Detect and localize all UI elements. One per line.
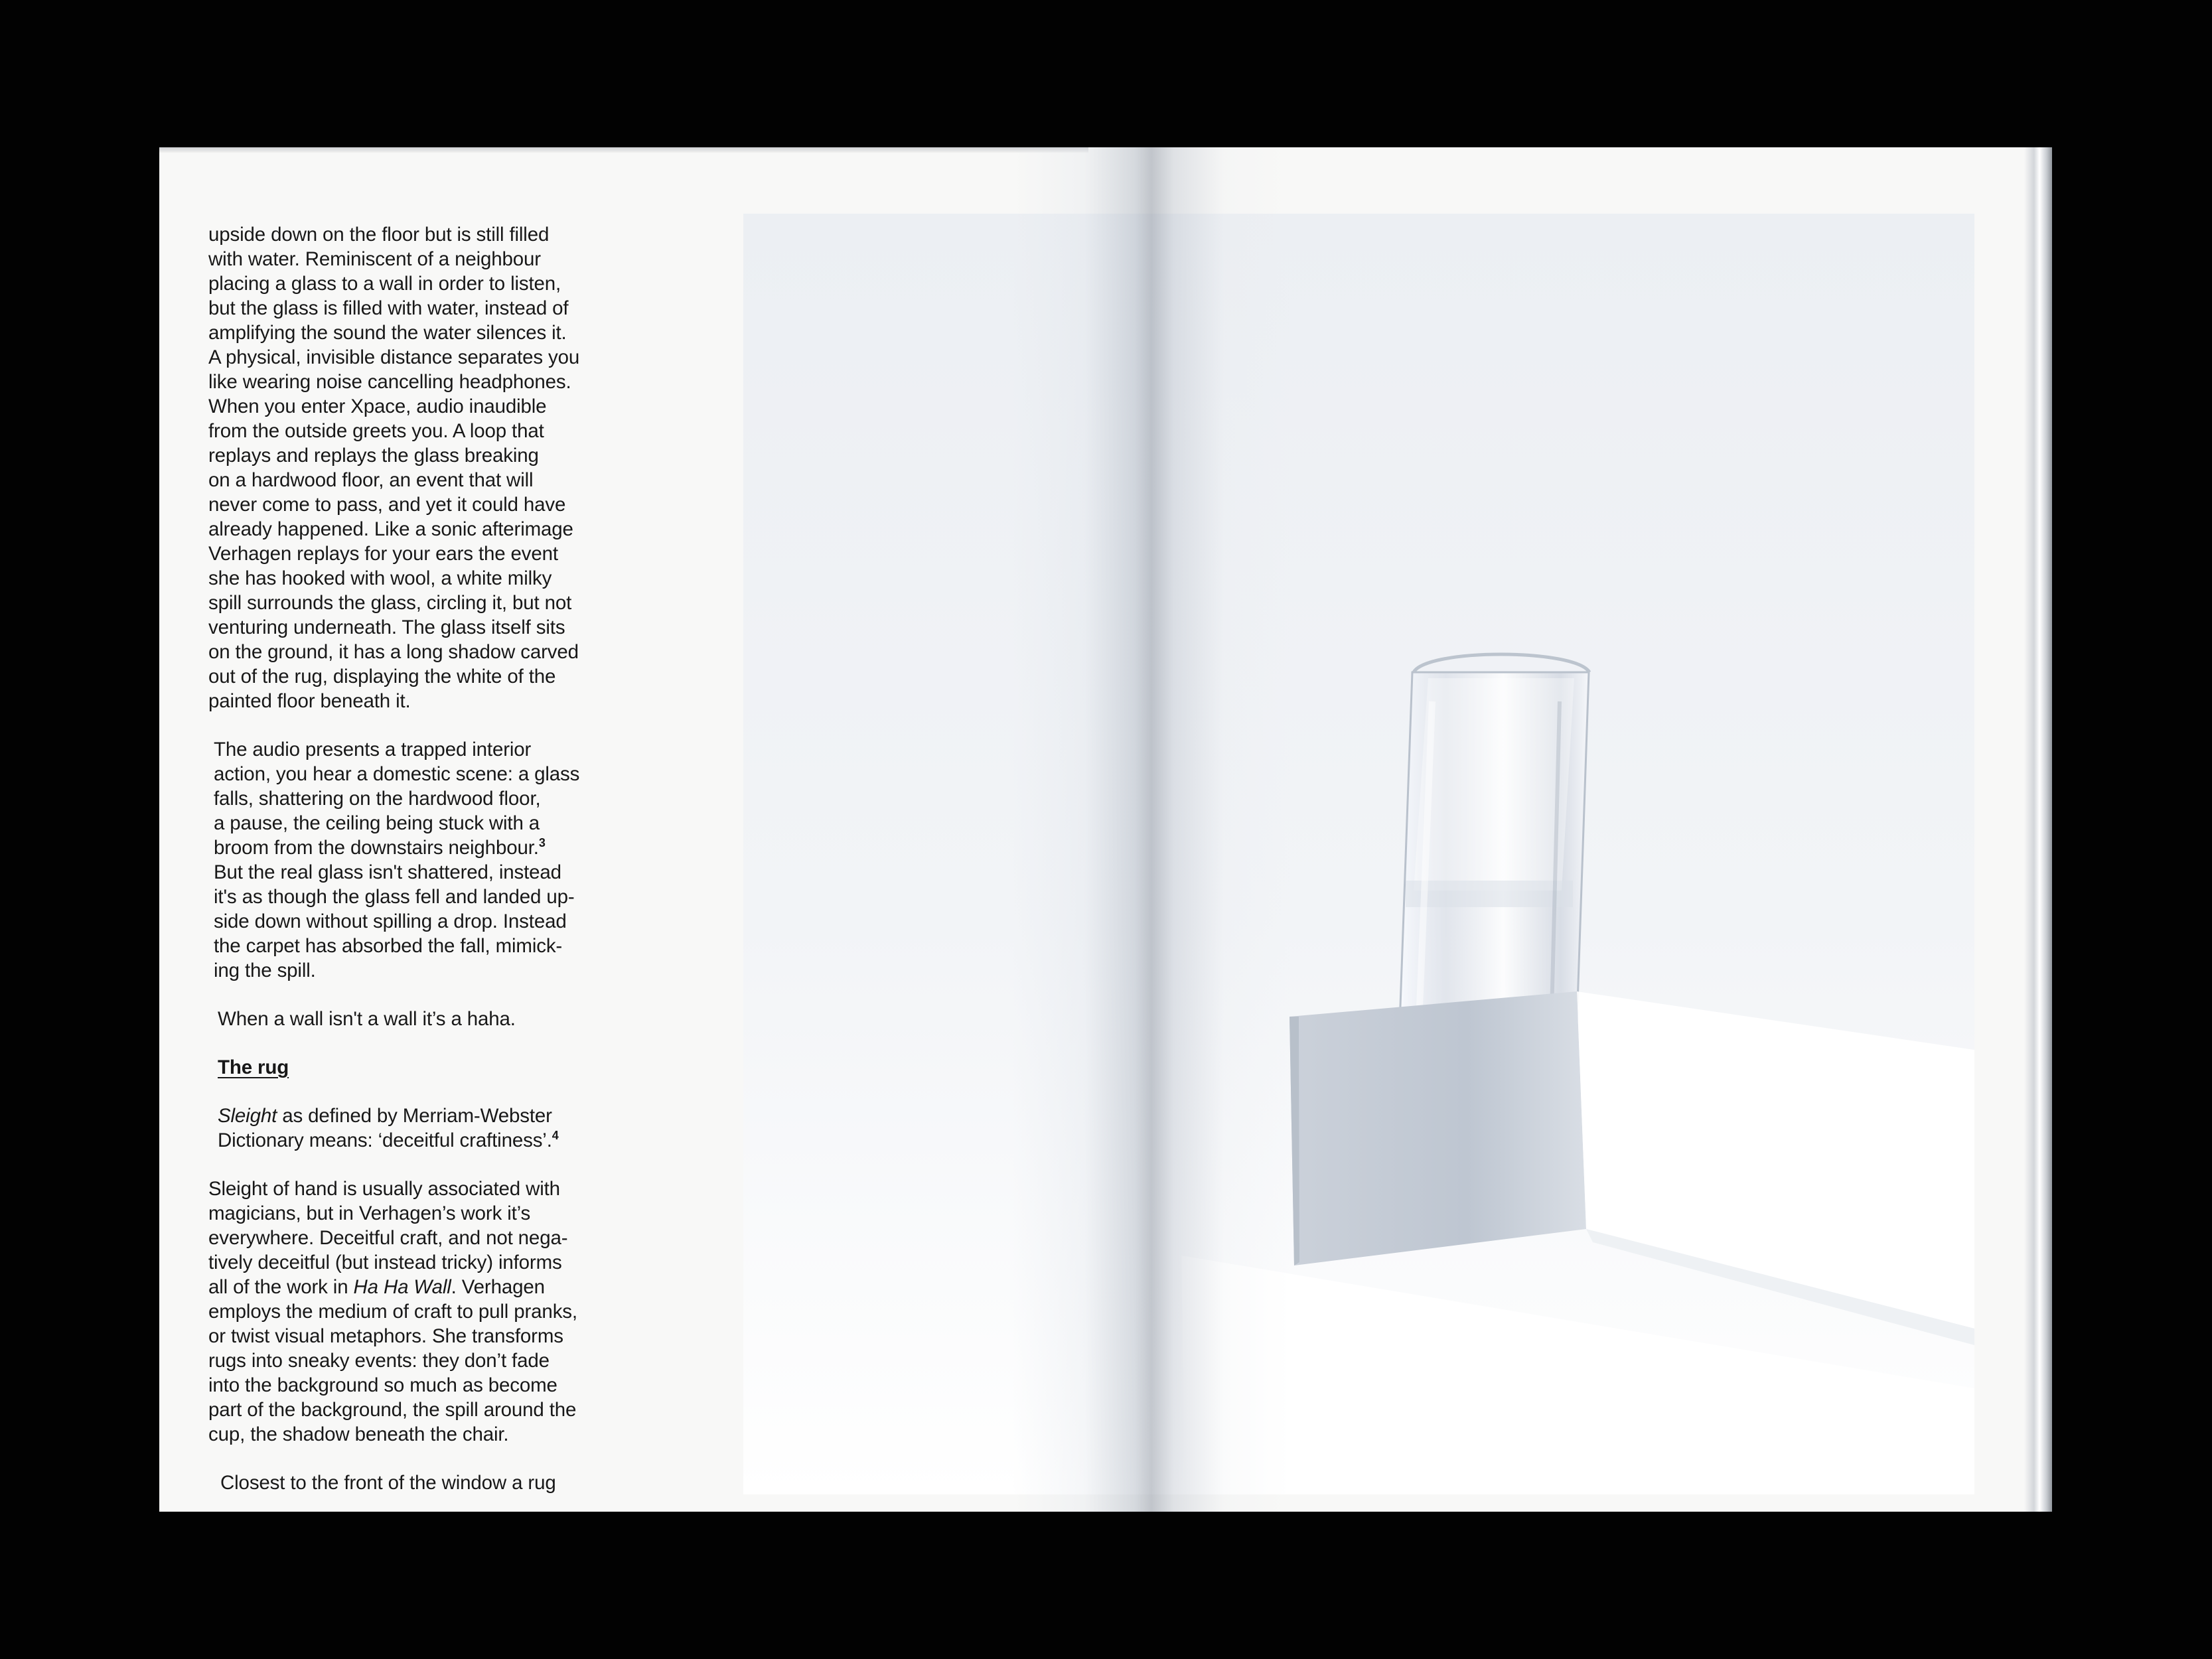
definition-text-line-1: as defined by Merriam-Webster (277, 1105, 552, 1127)
definition-text-line-2: Dictionary means: ‘deceitful craftiness’. (218, 1129, 552, 1151)
section-subheading: The rug (218, 1056, 289, 1078)
sleight-paragraph-part-1: Sleight of hand is usually associated with magicians, but in Verhagen’s work it’s everywhere. Deceitful craft, and not nega- tively deceitful (but instead tricky) informs all of the work in (208, 1178, 568, 1298)
right-page-edge (2024, 147, 2052, 1512)
body-paragraph-2-text: The audio presents a trapped interior action, you hear a domestic scene: a glass falls, shattering on the hardwood floor, a pause, the ceiling being stuck with a broom from the downstairs neighbour. (214, 739, 580, 859)
body-paragraph-2 (214, 737, 666, 983)
glass-on-shelf-photo (743, 214, 1974, 1494)
sleight-paragraph-part-2: . Verhagen employs the medium of craft to pull pranks, or twist visual metaphors. She transforms rugs into sneaky events: they don’t fade into the background so much as become part of the background, the spill around the cup, the shadow beneath the chair. (208, 1276, 577, 1445)
sleight-paragraph (208, 1177, 666, 1447)
haha-sentence: When a wall isn't a wall it’s a haha. (218, 1008, 516, 1030)
body-paragraph-1: upside down on the floor but is still filled with water. Reminiscent of a neighbour placing a glass to a wall in order to listen, but the glass is filled with water, instead of amplifying the sound the water silences it. A physical, invisible distance separates you like wearing noise cancelling headphones. When you enter Xpace, audio inaudible from the outside greets you. A loop that replays and replays the glass breaking on a hardwood floor, an event that will never come to pass, and yet it could have already happened. Like a sonic afterimage Verhagen replays for your ears the event she has hooked with wool, a white milky spill surrounds the glass, circling it, but not venturing underneath. The glass itself sits on the ground, it has a long shadow carved out of the rug, displaying the white of the painted floor beneath it. (208, 224, 580, 712)
definition-paragraph (218, 1104, 666, 1153)
open-booklet (159, 147, 2052, 1512)
footnote-marker-4: 4 (552, 1129, 559, 1143)
definition-term: Sleight (218, 1105, 277, 1127)
work-title-ha-ha-wall: Ha Ha Wall (353, 1276, 451, 1298)
article-text-column (208, 222, 666, 1512)
photo-illustration (743, 214, 1974, 1494)
footnote-marker-3: 3 (538, 836, 546, 850)
closing-line: Closest to the front of the window a rug (220, 1472, 556, 1494)
right-page (743, 147, 2024, 1512)
body-paragraph-2-continuation: But the real glass isn't shattered, instead it's as though the glass fell and landed up- side down without spilling a drop. Instead the carpet has absorbed the fall, mimick- ing the spill. (214, 861, 575, 981)
